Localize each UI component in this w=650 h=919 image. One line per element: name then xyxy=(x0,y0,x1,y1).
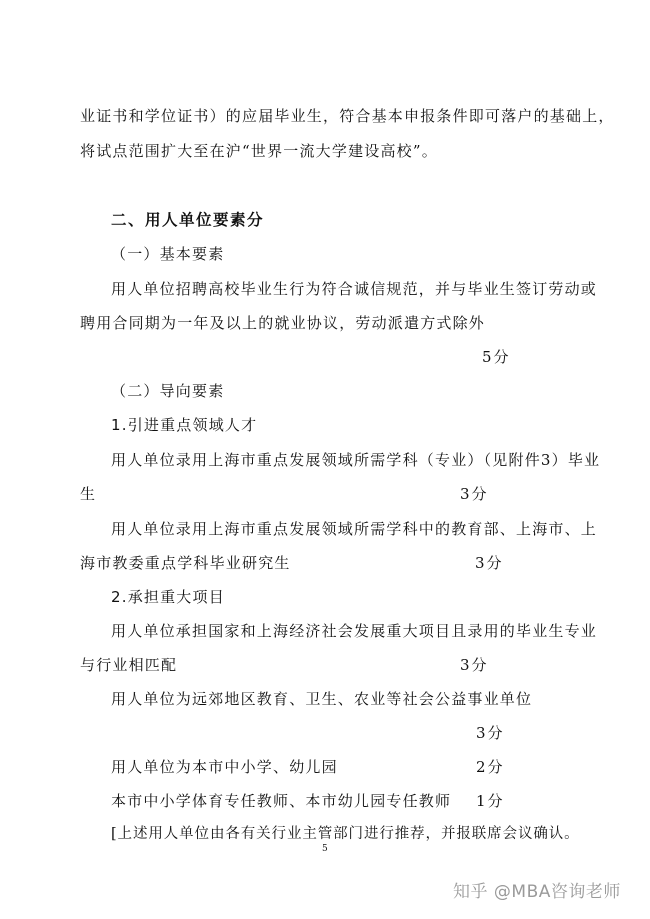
page-number: 5 xyxy=(322,844,328,854)
sub2-item3-score: 2分 xyxy=(476,758,505,776)
basic-text-line-1: 用人单位招聘高校毕业生行为符合诚信规范，并与毕业生签订劳动或 xyxy=(111,280,598,298)
sub1-item2-score: 3分 xyxy=(475,554,504,572)
sub1-item1-score: 3分 xyxy=(460,485,489,503)
basic-text-line-2: 聘用合同期为一年及以上的就业协议，劳动派遣方式除外 xyxy=(80,314,486,332)
sub1-item1-line-1: 用人单位录用上海市重点发展领域所需学科（专业）（见附件3）毕业 xyxy=(111,451,601,469)
sub2-item2-line-1: 用人单位为远郊地区教育、卫生、农业等社会公益事业单位 xyxy=(111,690,533,708)
sub1-item2-line-2: 海市教委重点学科毕业研究生 xyxy=(80,554,291,572)
recommendation-note: [上述用人单位由各有关行业主管部门进行推荐，并报联席会议确认。 xyxy=(111,826,580,842)
sub2-item4-line-1: 本市中小学体育专任教师、本市幼儿园专任教师 xyxy=(111,792,452,810)
subsection-title-guide: （二）导向要素 xyxy=(111,382,225,400)
sub2-item2-score: 3分 xyxy=(476,724,505,742)
sub1-title: 1.引进重点领域人才 xyxy=(111,416,258,434)
sub2-item1-line-1: 用人单位承担国家和上海经济社会发展重大项目且录用的毕业生专业 xyxy=(111,622,598,640)
sub2-item1-score: 3分 xyxy=(460,656,489,674)
sub1-item2-line-1: 用人单位录用上海市重点发展领域所需学科中的教育部、上海市、上 xyxy=(111,520,598,538)
subsection-title-basic: （一）基本要素 xyxy=(111,245,225,263)
sub2-title: 2.承担重大项目 xyxy=(111,588,225,606)
intro-line-1: 业证书和学位证书）的应届毕业生，符合基本申报条件即可落户的基础上， xyxy=(80,107,615,125)
sub2-item4-score: 1分 xyxy=(476,792,505,810)
intro-line-2: 将试点范围扩大至在沪“世界一流大学建设高校”。 xyxy=(80,142,438,160)
sub2-item3-line-1: 用人单位为本市中小学、幼儿园 xyxy=(111,758,338,776)
basic-score: 5分 xyxy=(482,348,511,366)
sub1-item1-line-2: 生 xyxy=(80,485,97,503)
section-title-employer-score: 二、用人单位要素分 xyxy=(111,211,265,229)
site-watermark: 知乎 @MBA咨询老师 xyxy=(453,882,621,902)
sub2-item1-line-2: 与行业相匹配 xyxy=(80,656,178,674)
